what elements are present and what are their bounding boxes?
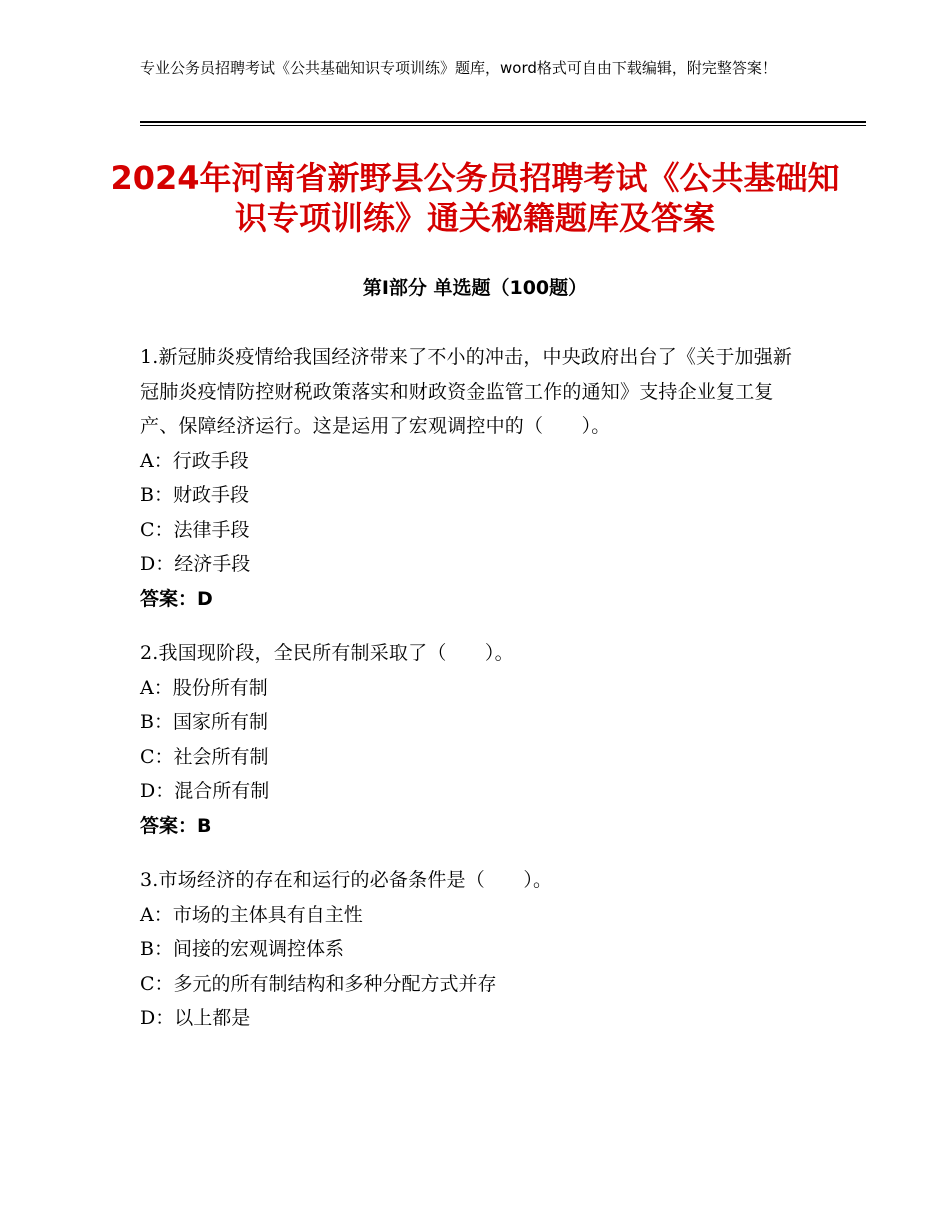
question-3 [140,863,810,1036]
option-d: D：以上都是 [140,1007,251,1029]
header-note: 专业公务员招聘考试《公共基础知识专项训练》题库，word格式可自由下载编辑，附完整答案！ [140,59,777,77]
option-a: A：股份所有制 [140,676,268,699]
header-rule-thin [140,125,866,126]
answer-text: 答案：B [140,814,212,837]
header-rule-thick [140,121,866,123]
option-c: C：法律手段 [140,518,250,541]
question-2 [140,636,810,843]
option-d: D：混合所有制 [140,780,270,802]
option-a: A：市场的主体具有自主性 [140,903,363,926]
option-d: D：经济手段 [140,553,251,575]
section-title: 第Ⅰ部分 单选题（100题） [362,277,588,299]
document-title: 2024年河南省新野县公务员招聘考试《公共基础知识专项训练》通关秘籍题库及答案 [110,159,840,237]
option-c: C：多元的所有制结构和多种分配方式并存 [140,972,497,995]
option-c: C：社会所有制 [140,745,269,768]
option-b: B：财政手段 [140,484,249,506]
option-b: B：国家所有制 [140,711,268,733]
question-1 [140,340,810,616]
question-stem: 1.新冠肺炎疫情给我国经济带来了不小的冲击，中央政府出台了《关于加强新冠肺炎疫情防控财税政策落实和财政资金监管工作的通知》支持企业复工复产、保障经济运行。这是运用了宏观调控中的（ ）。 [140,346,793,437]
question-list [140,340,810,1056]
option-b: B：间接的宏观调控体系 [140,938,344,960]
question-stem: 3.市场经济的存在和运行的必备条件是（ ）。 [140,869,553,891]
option-a: A：行政手段 [140,449,249,472]
question-stem: 2.我国现阶段，全民所有制采取了（ ）。 [140,642,514,664]
answer-text: 答案：D [140,587,213,610]
